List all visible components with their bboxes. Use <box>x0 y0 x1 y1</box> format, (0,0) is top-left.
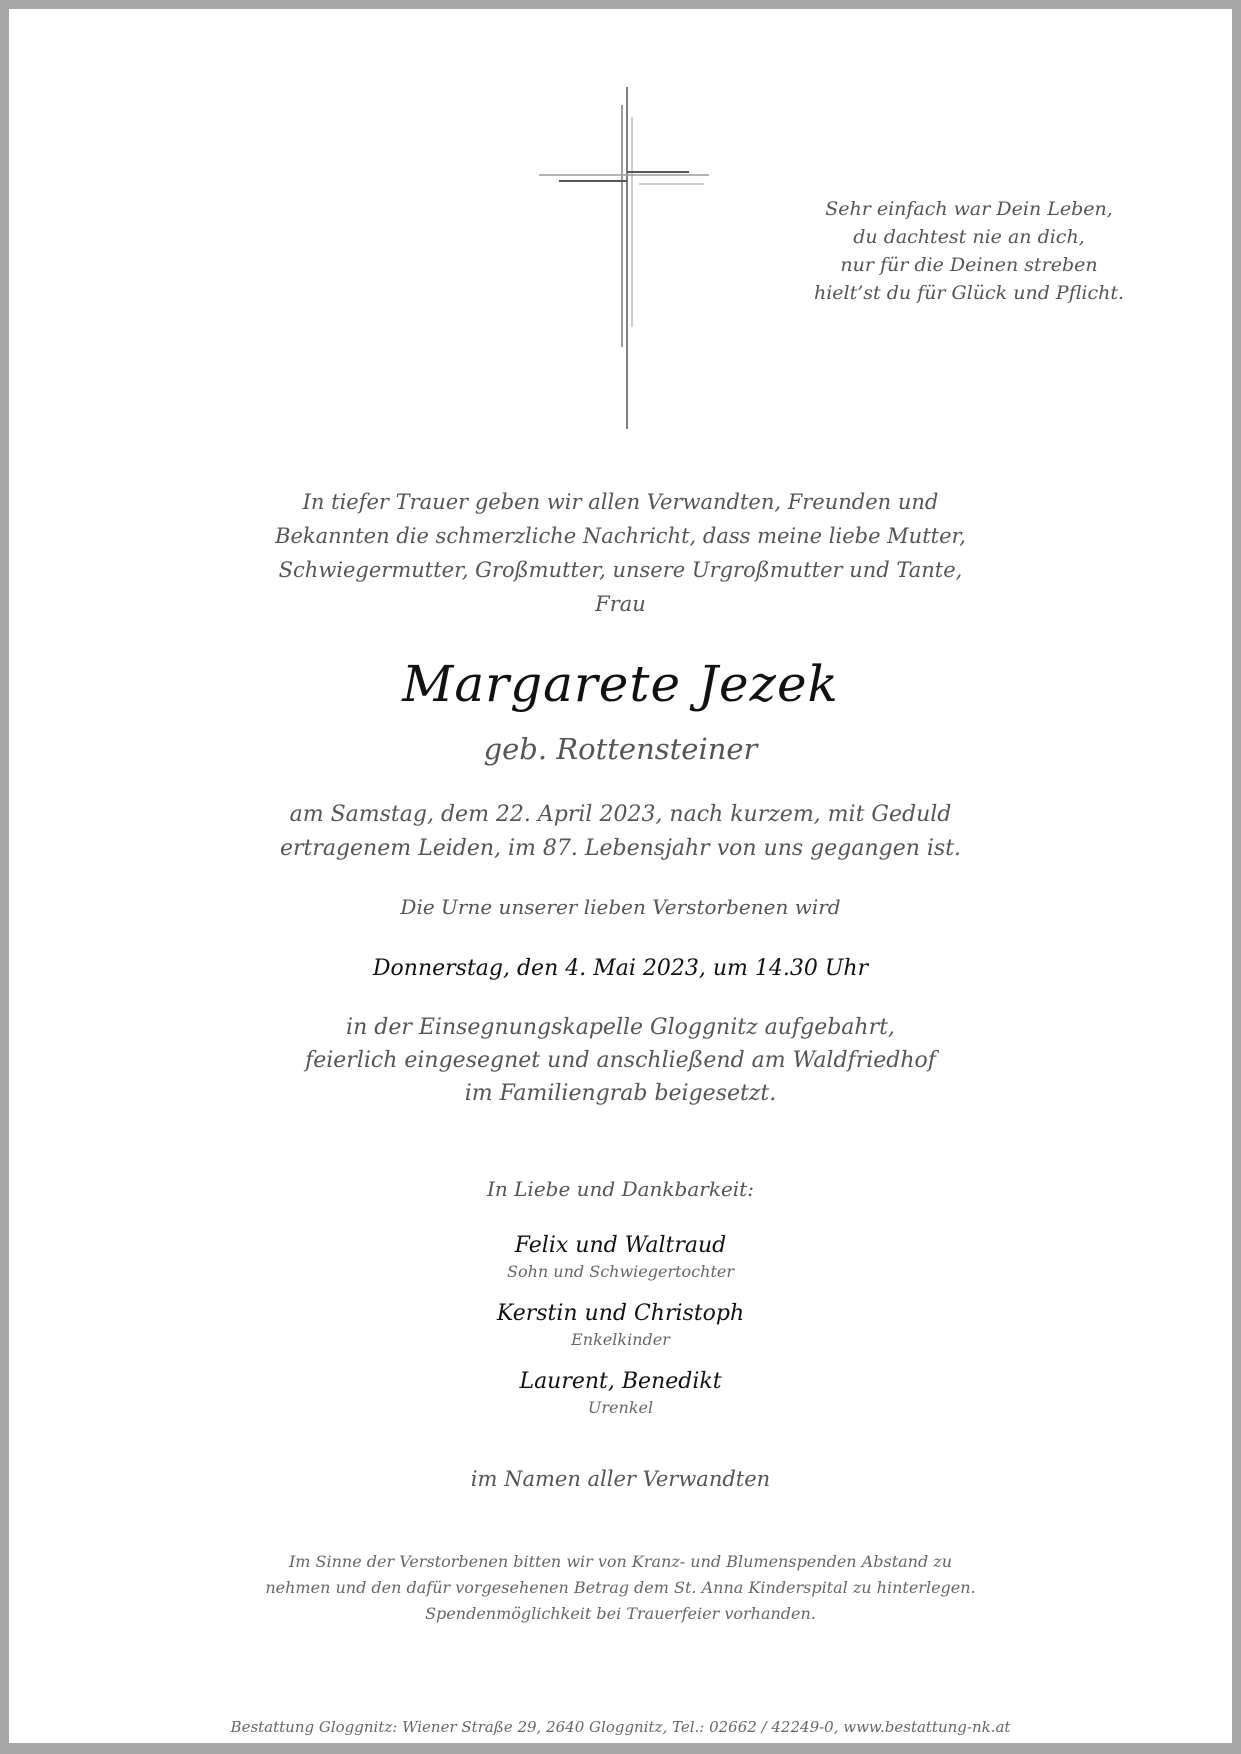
family-member-name: Kerstin und Christoph <box>496 1301 745 1326</box>
poem-line: nur für die Deinen streben <box>840 254 1098 276</box>
poem-line: du dachtest nie an dich, <box>853 226 1085 248</box>
death-line: ertragenem Leiden, im 87. Lebensjahr von uns gegangen ist. <box>279 836 962 861</box>
urn-text: Die Urne unserer lieben Verstorbenen wird <box>400 895 841 919</box>
footer-contact: Bestattung Gloggnitz: Wiener Straße 29, 2640 Gloggnitz, Tel.: 02662 / 42249-0, www.bestattung-nk.at <box>230 1718 1011 1736</box>
burial-line: feierlich eingesegnet und anschließend am Waldfriedhof <box>305 1048 936 1073</box>
birth-name: geb. Rottensteiner <box>483 732 758 766</box>
love-text: In Liebe und Dankbarkeit: <box>487 1177 754 1201</box>
burial-line: im Familiengrab beigesetzt. <box>464 1081 777 1106</box>
note-line: Spendenmöglichkeit bei Trauerfeier vorhanden. <box>425 1604 816 1623</box>
cross-icon <box>539 87 719 432</box>
poem-line: Sehr einfach war Dein Leben, <box>825 198 1113 220</box>
intro-line: Frau <box>595 592 646 616</box>
obituary-page <box>9 9 1232 1743</box>
family-member-name: Laurent, Benedikt <box>519 1369 722 1394</box>
note-line: nehmen und den dafür vorgesehenen Betrag dem St. Anna Kinderspital zu hinterlegen. <box>265 1578 976 1597</box>
family-member-relation: Sohn und Schwiegertochter <box>507 1262 734 1281</box>
intro-line: Schwiegermutter, Großmutter, unsere Urgroßmutter und Tante, <box>278 558 963 582</box>
death-line: am Samstag, dem 22. April 2023, nach kurzem, mit Geduld <box>289 802 952 827</box>
family-member <box>9 1231 1232 1283</box>
poem-line: hielt’st du für Glück und Pflicht. <box>813 282 1124 304</box>
intro-text <box>9 485 1232 621</box>
donation-note <box>9 1549 1232 1627</box>
ceremony-date: Donnerstag, den 4. Mai 2023, um 14.30 Uhr <box>372 956 869 981</box>
family-member <box>9 1367 1232 1419</box>
family-list <box>9 1231 1232 1435</box>
all-relatives-text: im Namen aller Verwandten <box>470 1467 771 1491</box>
burial-line: in der Einsegnungskapelle Gloggnitz aufgebahrt, <box>346 1015 895 1040</box>
intro-line: Bekannten die schmerzliche Nachricht, dass meine liebe Mutter, <box>275 524 966 548</box>
death-notice <box>9 798 1232 866</box>
intro-line: In tiefer Trauer geben wir allen Verwandten, Freunden und <box>302 490 939 514</box>
note-line: Im Sinne der Verstorbenen bitten wir von Kranz- und Blumenspenden Abstand zu <box>288 1552 953 1571</box>
family-member-relation: Enkelkinder <box>571 1330 670 1349</box>
deceased-name: Margarete Jezek <box>402 655 839 713</box>
family-member-name: Felix und Waltraud <box>514 1233 727 1258</box>
burial-text <box>9 1011 1232 1110</box>
family-member <box>9 1299 1232 1351</box>
poem <box>784 195 1154 307</box>
family-member-relation: Urenkel <box>587 1398 654 1417</box>
